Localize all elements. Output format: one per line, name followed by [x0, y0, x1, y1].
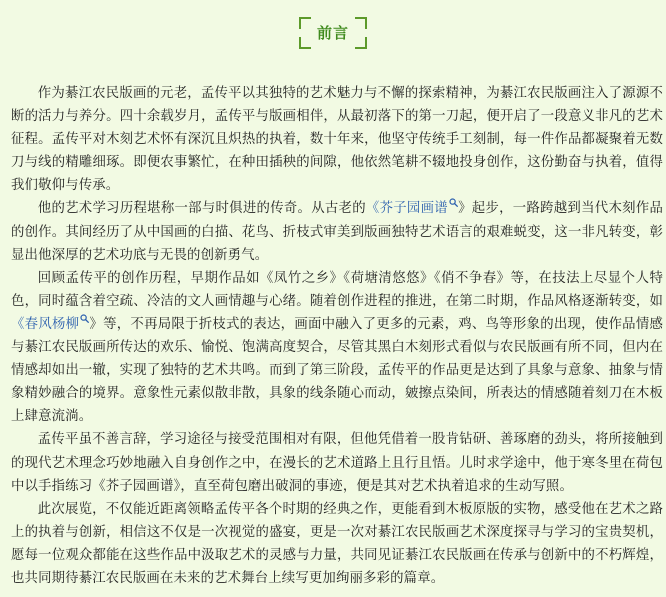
- paragraph-text: 此次展览，不仅能近距离领略孟传平各个时期的经典之作，更能看到木板原版的实物，感受他在艺术之路上的执着与创新，相信这不仅是一次视觉的盛宴，更是一次对綦江农民版画艺术深度探寻与学习的宝贵契机，愿每一位观众都能在这些作品中汲取艺术的灵感与力量，共同见证綦江农民版画在传承与创新中的不朽辉煌，也共同期待綦江农民版画在未来的艺术舞台上续写更加绚丽多彩的篇章。: [11, 501, 663, 586]
- paragraph: [11, 197, 663, 266]
- paragraph-text: 回顾孟传平的创作历程，早期作品如《凤竹之乡》《荷塘清悠悠》《俏不争春》等，在技法上尽显个人特色，同时蕴含着空疏、冷洁的文人画情趣与心绪。随着创作进程的推进，在第二时期，作品风格逐渐转变，如: [11, 270, 663, 309]
- book-title-link[interactable]: 《芥子园画谱: [365, 201, 448, 217]
- article-body: [11, 82, 663, 590]
- paragraph: [11, 498, 663, 590]
- book-title-link[interactable]: 《春风杨柳: [11, 316, 80, 332]
- search-icon[interactable]: [80, 313, 89, 325]
- search-icon[interactable]: [449, 197, 458, 209]
- paragraph-text: 他的艺术学习历程堪称一部与时俱进的传奇。从古老的: [37, 201, 366, 217]
- paragraph-text: 孟传平虽不善言辞，学习途径与接受范围相对有限，但他凭借着一股肯钻研、善琢磨的劲头，将所接触到的现代艺术理念巧妙地融入自身创作之中，在漫长的艺术道路上且行且悟。儿时求学途中，他于寒冬里在荷包中以手指练习《芥子园画谱》，直至荷包磨出破洞的事迹，便是其对艺术执着追求的生动写照。: [11, 432, 663, 494]
- page-title: 前言: [316, 24, 349, 42]
- paragraph: [11, 267, 663, 429]
- paragraph: [11, 82, 663, 197]
- paragraph-text: 》等，不再局限于折枝式的表达，画面中融入了更多的元素，鸡、鸟等形象的出现，使作品情感与綦江农民版画所传达的欢乐、愉悦、饱满高度契合，尽管其黑白木刻形式看似与农民版画有所不同，但内在情感却如出一辙，实现了独特的艺术共鸣。而到了第三阶段，孟传平的作品更是达到了具象与意象、抽象与情象精妙融合的境界。意象性元素似散非散，具象的线条随心而动，皴擦点染间，所表达的情感随着刻刀在木板上肆意流淌。: [11, 316, 664, 425]
- paragraph-text: 》起步，一路跨越到当代木刻作品的创作。其间经历了从中国画的白描、花鸟、折枝式审美到版画独特艺术语言的艰难蜕变，这一非凡转变，彰显出他深厚的艺术功底与无畏的创新勇气。: [11, 201, 663, 263]
- page-heading: [0, 17, 666, 53]
- paragraph: [11, 428, 663, 497]
- heading-frame: [299, 17, 367, 49]
- paragraph-text: 作为綦江农民版画的元老，孟传平以其独特的艺术魅力与不懈的探索精神，为綦江农民版画注入了源源不断的活力与养分。四十余载岁月，孟传平与版画相伴，从最初落下的第一刀起，便开启了一段意义非凡的艺术征程。孟传平对木刻艺术怀有深沉且炽热的执着，数十年来，他坚守传统手工刻制，每一件作品都凝聚着无数刀与线的精雕细琢。即便农事繁忙，在种田插秧的间隙，他依然笔耕不辍地投身创作，这份勤奋与执着，值得我们敬仰与传承。: [11, 86, 663, 194]
